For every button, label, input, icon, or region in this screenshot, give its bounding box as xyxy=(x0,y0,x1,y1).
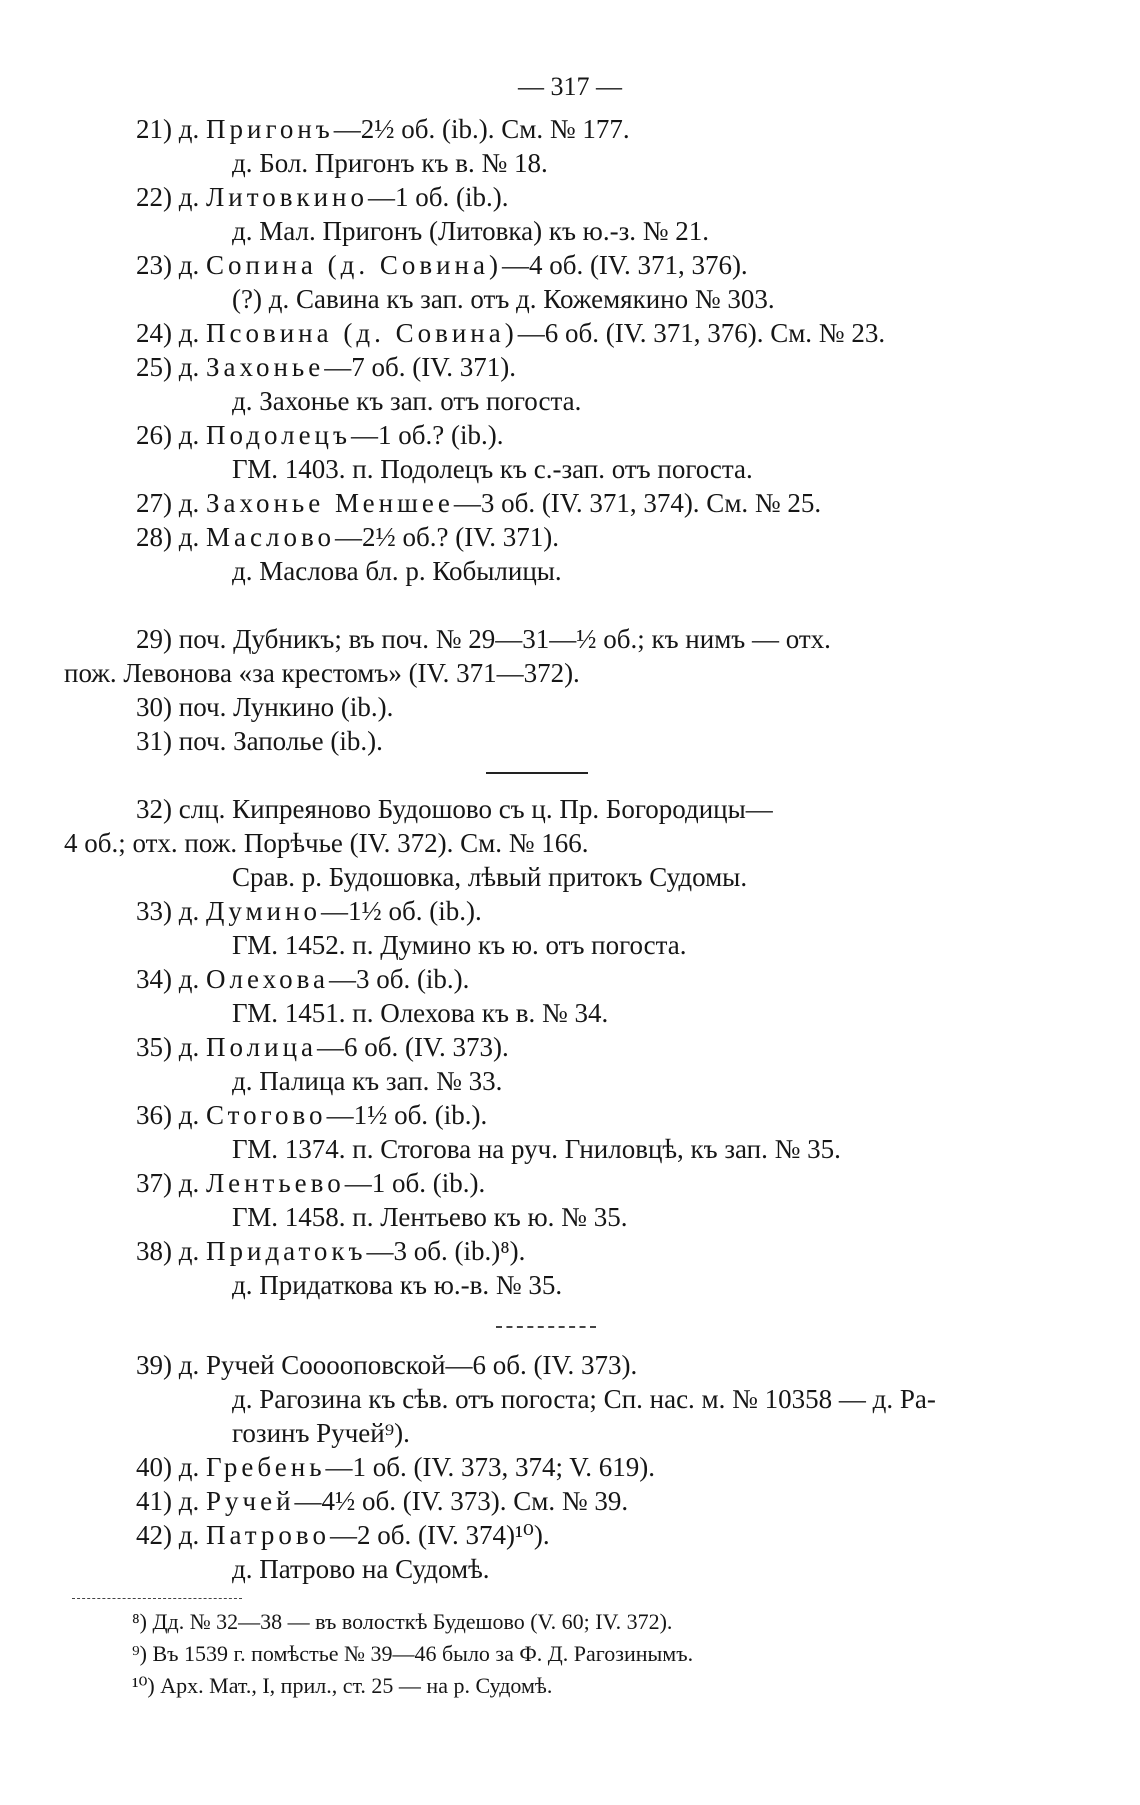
entry-name: Лентьево xyxy=(206,1168,345,1198)
entry-name: Думино xyxy=(206,896,322,926)
entry-number: 25) xyxy=(136,352,179,382)
entry-30: 30) поч. Лункино (ib.). xyxy=(136,692,394,722)
entry-number: 42) xyxy=(136,1520,179,1550)
footnote: ¹⁰) Арх. Мат., I, прил., ст. 25 — на р. Судомѣ. xyxy=(132,1673,553,1698)
entry-type: д. xyxy=(178,182,206,212)
entry-number: 23) xyxy=(136,250,179,280)
entry-detail: —1 об. (ib.). xyxy=(367,182,509,212)
entry-number: 36) xyxy=(136,1100,179,1130)
entry-note: д. Палица къ зап. № 33. xyxy=(232,1066,503,1096)
entry-39-line-1: 39) д. Ручей Сооооповской—6 об. (IV. 373). xyxy=(136,1350,638,1380)
entry-name: Захонье Меншее xyxy=(206,488,454,518)
entry-detail: —2½ об. (ib.). См. № 177. xyxy=(333,114,630,144)
entry-type: д. xyxy=(178,250,206,280)
entry-number: 38) xyxy=(136,1236,179,1266)
entry-line xyxy=(136,1518,550,1552)
entry-type: д. xyxy=(178,522,206,552)
entry-number: 21) xyxy=(136,114,179,144)
entry-31: 31) поч. Заполье (ib.). xyxy=(136,726,383,756)
entry-type: д. xyxy=(178,964,206,994)
entry-line xyxy=(136,486,821,520)
entry-detail: —1½ об. (ib.). xyxy=(321,896,482,926)
entry-detail: —6 об. (IV. 373). xyxy=(317,1032,509,1062)
entry-number: 40) xyxy=(136,1452,179,1482)
entry-line xyxy=(136,248,748,282)
entry-note: д. Маслова бл. р. Кобылицы. xyxy=(232,556,562,586)
entry-note: д. Захонье къ зап. отъ погоста. xyxy=(232,386,582,416)
entry-name: Олехова xyxy=(206,964,329,994)
entry-type: д. xyxy=(178,1168,206,1198)
entry-detail: —1 об. (IV. 373, 374; V. 619). xyxy=(325,1452,656,1482)
entry-39-line-2: д. Рагозина къ сѣв. отъ погоста; Сп. нас. м. № 10358 — д. Ра- xyxy=(232,1384,936,1414)
entry-note: ГМ. 1374. п. Стогова на руч. Гниловцѣ, къ зап. № 35. xyxy=(232,1134,841,1164)
entry-type: д. xyxy=(178,1486,206,1516)
entry-number: 24) xyxy=(136,318,179,348)
entry-name: Стогово xyxy=(206,1100,327,1130)
entry-line xyxy=(136,180,508,214)
entry-detail: —1 об. (ib.). xyxy=(344,1168,486,1198)
entry-type: д. xyxy=(178,114,206,144)
entry-name: Захонье xyxy=(206,352,325,382)
entry-detail: —4½ об. (IV. 373). См. № 39. xyxy=(294,1486,629,1516)
entry-name: Полица xyxy=(206,1032,317,1062)
section-divider xyxy=(486,772,588,774)
footnote: ⁸) Дд. № 32—38 — въ волосткѣ Будешово (V. 60; IV. 372). xyxy=(132,1609,673,1634)
entry-line xyxy=(136,1484,628,1518)
entry-note: д. Патрово на Судомѣ. xyxy=(232,1554,490,1584)
entry-type: д. xyxy=(178,1032,206,1062)
entry-detail: —3 об. (ib.)⁸). xyxy=(366,1236,526,1266)
entry-name: Маслово xyxy=(206,522,336,552)
entry-number: 33) xyxy=(136,896,179,926)
entry-type: д. xyxy=(178,1236,206,1266)
entry-detail: —3 об. (ib.). xyxy=(328,964,470,994)
entry-type: д. xyxy=(178,1452,206,1482)
entry-number: 28) xyxy=(136,522,179,552)
entry-number: 37) xyxy=(136,1168,179,1198)
entry-name: Литовкино xyxy=(206,182,368,212)
entry-type: д. xyxy=(178,488,206,518)
entry-type: д. xyxy=(178,1100,206,1130)
entry-type: д. xyxy=(178,896,206,926)
entry-number: 22) xyxy=(136,182,179,212)
entry-note: ГМ. 1451. п. Олехова къ в. № 34. xyxy=(232,998,609,1028)
entry-name: Пригонъ xyxy=(206,114,334,144)
entry-detail: —2 об. (IV. 374)¹⁰). xyxy=(329,1520,550,1550)
entry-number: 34) xyxy=(136,964,179,994)
entry-detail: —2½ об.? (IV. 371). xyxy=(335,522,559,552)
entry-number: 26) xyxy=(136,420,179,450)
entry-note: ГМ. 1458. п. Лентьево къ ю. № 35. xyxy=(232,1202,628,1232)
entry-detail: —4 об. (IV. 371, 376). xyxy=(501,250,748,280)
entry-line xyxy=(136,1098,487,1132)
footnote: ⁹) Въ 1539 г. помѣстье № 39—46 было за Ф. Д. Рагозинымъ. xyxy=(132,1641,694,1666)
entry-line xyxy=(136,1030,509,1064)
entry-number: 35) xyxy=(136,1032,179,1062)
entry-note: ГМ. 1403. п. Подолецъ къ с.-зап. отъ погоста. xyxy=(232,454,753,484)
entry-name: Гребень xyxy=(206,1452,326,1482)
entry-29-line-1: 29) поч. Дубникъ; въ поч. № 29—31—½ об.; къ нимъ — отх. xyxy=(136,624,831,654)
section-divider-dashed xyxy=(496,1326,596,1328)
entry-note: д. Придаткова къ ю.-в. № 35. xyxy=(232,1270,563,1300)
entry-32-line-2: 4 об.; отх. пож. Порѣчье (IV. 372). См. № 166. xyxy=(64,828,589,858)
entry-name: Сопина (д. Совина) xyxy=(206,250,502,280)
entry-line xyxy=(136,962,469,996)
entry-detail: —6 об. (IV. 371, 376). См. № 23. xyxy=(517,318,886,348)
entry-name: Псовина (д. Совина) xyxy=(206,318,518,348)
entry-name: Подолецъ xyxy=(206,420,351,450)
entry-note: ГМ. 1452. п. Думино къ ю. отъ погоста. xyxy=(232,930,687,960)
entry-32-line-3: Срав. р. Будошовка, лѣвый притокъ Судомы. xyxy=(232,862,748,892)
entry-detail: —1½ об. (ib.). xyxy=(326,1100,488,1130)
entry-line xyxy=(136,1450,655,1484)
entry-number: 27) xyxy=(136,488,179,518)
entry-name: Ручей xyxy=(206,1486,295,1516)
entry-detail: —3 об. (IV. 371, 374). См. № 25. xyxy=(453,488,822,518)
entry-note: д. Бол. Пригонъ къ в. № 18. xyxy=(232,148,548,178)
entry-type: д. xyxy=(178,352,206,382)
entry-type: д. xyxy=(178,318,206,348)
entry-line xyxy=(136,894,482,928)
entry-name: Придатокъ xyxy=(206,1236,367,1266)
entry-line xyxy=(136,350,516,384)
page-number: — 317 — xyxy=(518,72,622,101)
entry-name: Патрово xyxy=(206,1520,330,1550)
entry-line xyxy=(136,520,559,554)
footnote-rule xyxy=(72,1598,242,1599)
entry-39-line-3: гозинъ Ручей⁹). xyxy=(232,1418,410,1448)
entry-detail: —7 об. (IV. 371). xyxy=(324,352,516,382)
entry-note: (?) д. Савина къ зап. отъ д. Кожемякино № 303. xyxy=(232,284,775,314)
entry-line xyxy=(136,316,885,350)
entry-29-line-2: пож. Левонова «за крестомъ» (IV. 371—372). xyxy=(64,658,580,688)
entry-type: д. xyxy=(178,420,206,450)
entry-type: д. xyxy=(178,1520,206,1550)
entry-line xyxy=(136,1234,525,1268)
entry-note: д. Мал. Пригонъ (Литовка) къ ю.-з. № 21. xyxy=(232,216,709,246)
entry-32-line-1: 32) слц. Кипреяново Будошово съ ц. Пр. Богородицы— xyxy=(136,794,773,824)
entry-number: 41) xyxy=(136,1486,179,1516)
entry-line xyxy=(136,112,630,146)
entry-line xyxy=(136,1166,485,1200)
entry-line xyxy=(136,418,503,452)
entry-detail: —1 об.? (ib.). xyxy=(350,420,504,450)
